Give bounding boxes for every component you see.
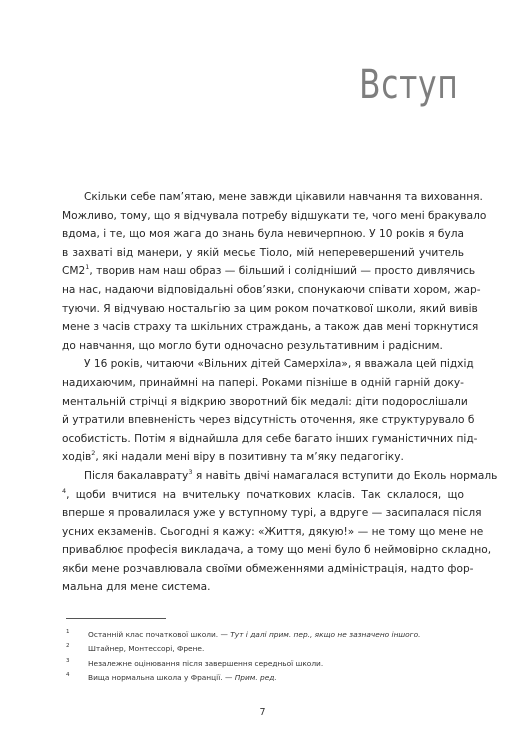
text-fragment: ходів <box>62 451 92 464</box>
footnote-number: 4 <box>66 672 70 679</box>
footnote-number: 1 <box>66 629 70 635</box>
footnote-ref[interactable]: 4 <box>62 486 67 495</box>
footnote-text: Останній клас початкової школи. — <box>88 630 231 639</box>
text-fragment: , творив нам наш образ — більший і солідніший — просто дивлячись <box>89 265 476 278</box>
footnote-3 <box>66 657 466 671</box>
text-fragment: я навіть двічі намагалася вступити до Еколь нормаль <box>192 469 498 482</box>
text-line: до навчання, що могло бути одночасно результативним і радісним. <box>62 339 443 352</box>
footnote-note: Прим. ред. <box>234 673 277 683</box>
text-line: мальна для мене система. <box>62 581 211 594</box>
text-line: вдома, і те, що моя жага до знань була невичерпною. У 10 років я була <box>62 228 464 241</box>
paragraph-3 <box>62 467 498 597</box>
paragraph-2 <box>62 355 478 467</box>
paragraph-1 <box>62 188 487 355</box>
text-line: Скільки себе пам’ятаю, мене завжди цікавили навчання та виховання. <box>84 191 483 203</box>
text-line: вперше я провалилася уже у вступному турі, а вдруге — засипалася після <box>62 507 482 520</box>
text-line: якби мене розчавлювала своїми обмеженнями адміністрація, надто фор- <box>62 562 474 575</box>
text-line: й утратили впевненість через відсутність оточення, яке структурувало б <box>62 414 475 427</box>
text-line-with-footnote <box>62 486 464 505</box>
footnote-number: 2 <box>66 643 70 650</box>
footnote-ref[interactable]: 2 <box>91 449 96 458</box>
text-line: на нас, надаючи відповідальні обов’язки, спонукаючи співати хором, жар- <box>62 283 481 296</box>
text-line-with-footnote <box>62 467 498 486</box>
footnote-text: Штайнер, Монтессорі, Френе. <box>88 644 205 654</box>
text-line: У 16 років, читаючи «Вільних дітей Самерхіла», я вважала цей підхід <box>84 358 474 371</box>
text-fragment: СМ2 <box>62 265 86 278</box>
footnote-number: 3 <box>66 657 70 664</box>
footnote-divider <box>66 618 166 619</box>
text-line: мене з часів страху та шкільних страждань, а також дав мені торкнутися <box>62 321 479 334</box>
text-fragment: Після бакалаврату <box>84 469 189 482</box>
text-line: Можливо, тому, що я відчувала потребу відшукати те, чого мені бракувало <box>62 209 487 222</box>
body-text <box>62 188 498 597</box>
footnote-text: Вища нормальна школа у Франції. — <box>88 673 235 683</box>
footnote-4 <box>66 671 466 685</box>
text-line: в захваті від манери, у якій месьє Тіоло, мій неперевершений учитель <box>62 246 464 259</box>
text-line-with-footnote <box>62 262 476 281</box>
text-line: туючи. Я відчуваю ностальгію за цим роком початкової школи, який вивів <box>62 302 478 315</box>
text-line: усних екзаменів. Сьогодні я кажу: «Життя, дякую!» — не тому що мене не <box>62 525 484 538</box>
text-line: особистість. Потім я віднайшла для себе багато інших гуманістичних під- <box>62 432 478 445</box>
footnote-note: Тут і далі прим. пер., якщо не зазначено іншого. <box>230 630 421 639</box>
text-fragment: , які надали мені віру в позитивну та м’яку педагогіку. <box>95 451 404 464</box>
text-fragment: , щоби вчитися на вчительку початкових класів. Так склалося, що <box>66 488 464 501</box>
text-line-with-footnote <box>62 448 464 467</box>
text-line: приваблює професія викладача, а тому що мені було б неймовірно складно, <box>62 544 492 557</box>
text-line: надихаючим, принаймні на папері. Роками пізніше в одній гарній доку- <box>62 376 464 389</box>
footnote-ref[interactable]: 1 <box>85 263 90 272</box>
chapter-title: Вступ <box>359 62 459 108</box>
page-number: 7 <box>259 707 266 718</box>
footnote-ref[interactable]: 3 <box>188 467 193 476</box>
footnote-text: Незалежне оцінювання після завершення середньої школи. <box>88 658 324 668</box>
footnotes <box>66 628 466 686</box>
footnote-2 <box>66 642 466 656</box>
text-line: ментальній стрічці я відкрию зворотний бік медалі: діти подорослішали <box>62 395 468 408</box>
footnote-1 <box>66 628 466 642</box>
